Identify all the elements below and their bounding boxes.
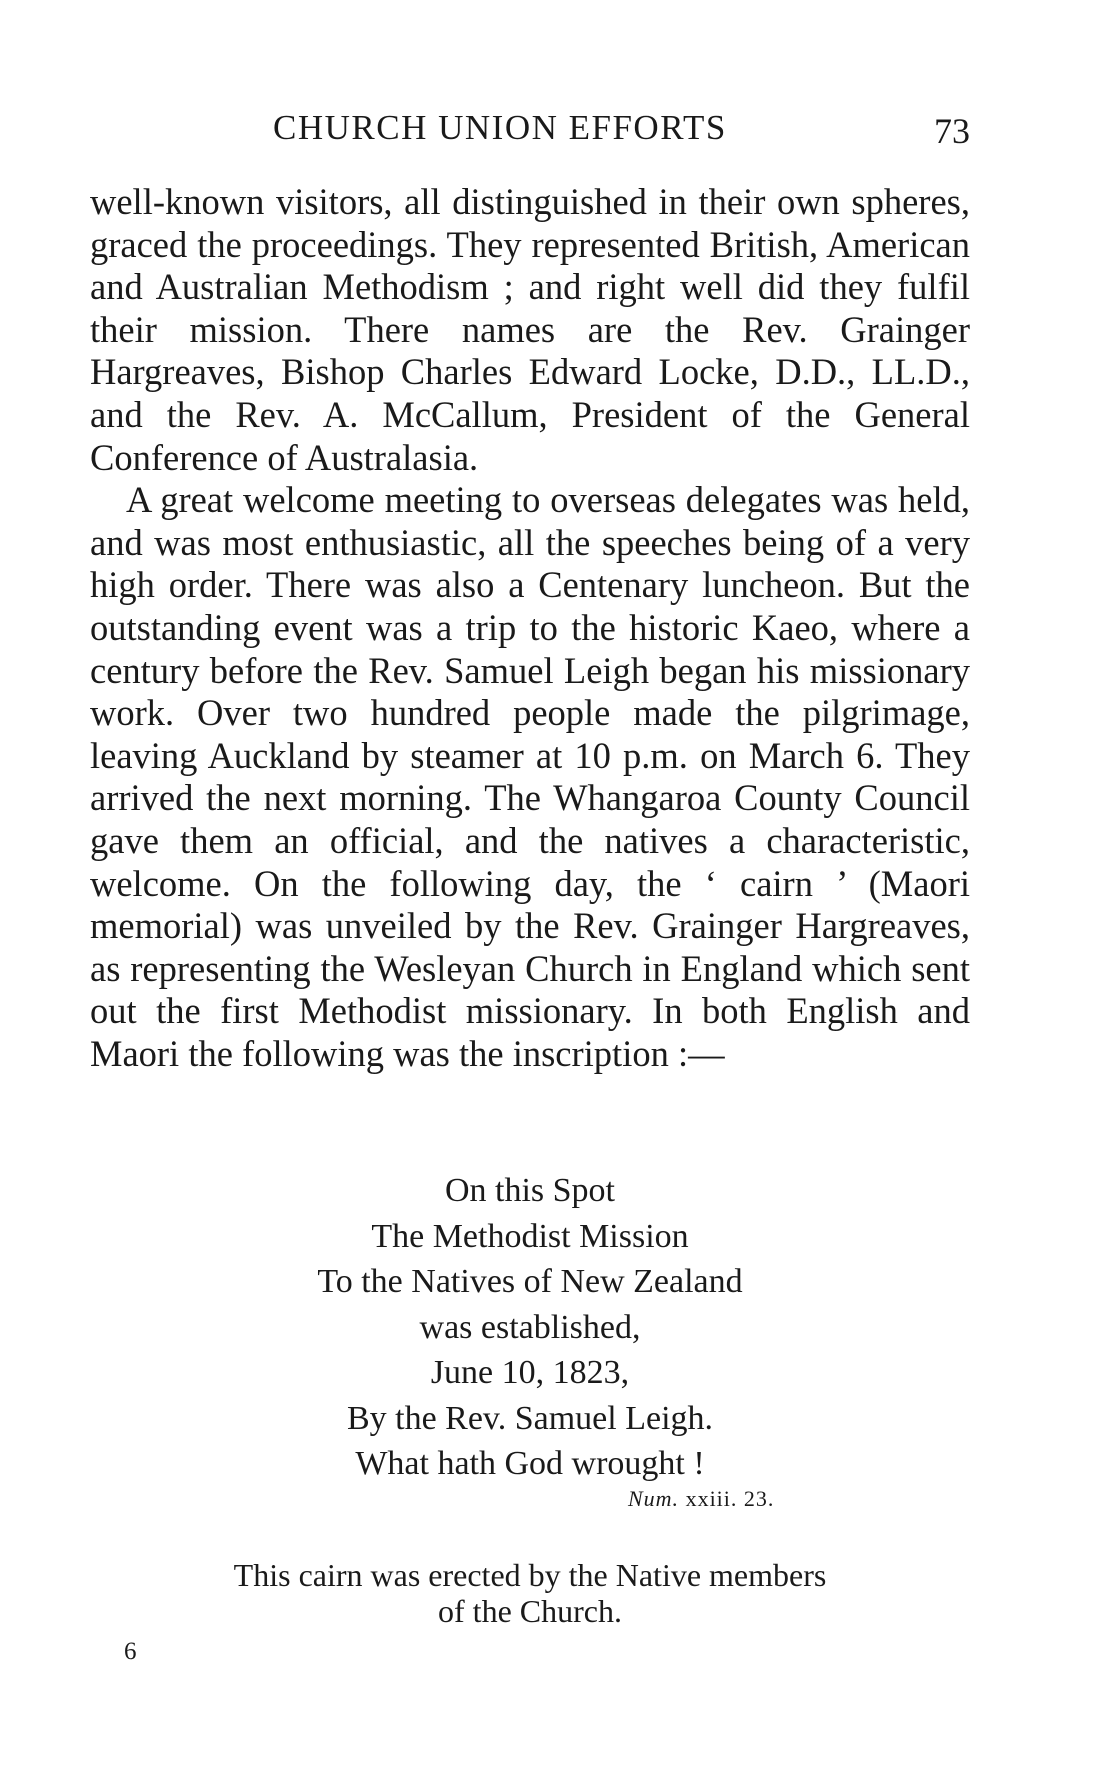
scripture-citation (628, 1486, 774, 1512)
citation-reference: xxiii. 23. (685, 1486, 775, 1511)
cairn-note-line: of the Church. (438, 1593, 622, 1629)
inscription (90, 1168, 970, 1487)
inscription-line: On this Spot (444, 1172, 616, 1209)
inscription-line: By the Rev. Samuel Leigh. (346, 1399, 714, 1437)
running-title: CHURCH UNION EFFORTS (273, 108, 727, 147)
paragraph-visitors: well-known visitors, all distinguished in their own spheres, graced the proceedings. They represented British, American and Australian Methodism ; and right well did they fulfil their mission. There names are the Rev. Grainger Hargreaves, Bishop Charles Edward Locke, D.D., LL.D., and the Rev. A. McCallum, President of the General Conference of Australasia. (90, 181, 970, 478)
inscription-line: The Methodist Mission (371, 1217, 689, 1255)
cairn-note (90, 1557, 970, 1629)
inscription-line: What hath God wrought ! (355, 1445, 705, 1482)
signature-mark: 6 (124, 1638, 137, 1665)
running-head (90, 108, 970, 154)
page-number: 73 (934, 111, 970, 151)
inscription-line: was established, (419, 1308, 641, 1346)
cairn-note-line: This cairn was erected by the Native members (233, 1557, 827, 1593)
paragraph-welcome-meeting: A great welcome meeting to overseas delegates was held, and was most enthusiastic, all the speeches being of a very high order. There was also a Centenary luncheon. But the outstanding event was a trip to the historic Kaeo, where a century before the Rev. Samuel Leigh began his missionary work. Over two hundred people made the pilgrimage, leaving Auckland by steamer at 10 p.m. on March 6. They arrived the next morning. The Whangaroa County Council gave them an official, and the natives a characteristic, welcome. On the following day, the ‘ cairn ’ (Maori memorial) was unveiled by the Rev. Grainger Hargreaves, as representing the Wesleyan Church in England which sent out the first Methodist missionary. In both English and Maori the following was the inscription :— (90, 479, 970, 1074)
inscription-line: To the Natives of New Zealand (317, 1263, 743, 1300)
body-text (90, 181, 970, 1075)
inscription-line: June 10, 1823, (430, 1354, 630, 1391)
citation-book: Num. (628, 1486, 680, 1511)
